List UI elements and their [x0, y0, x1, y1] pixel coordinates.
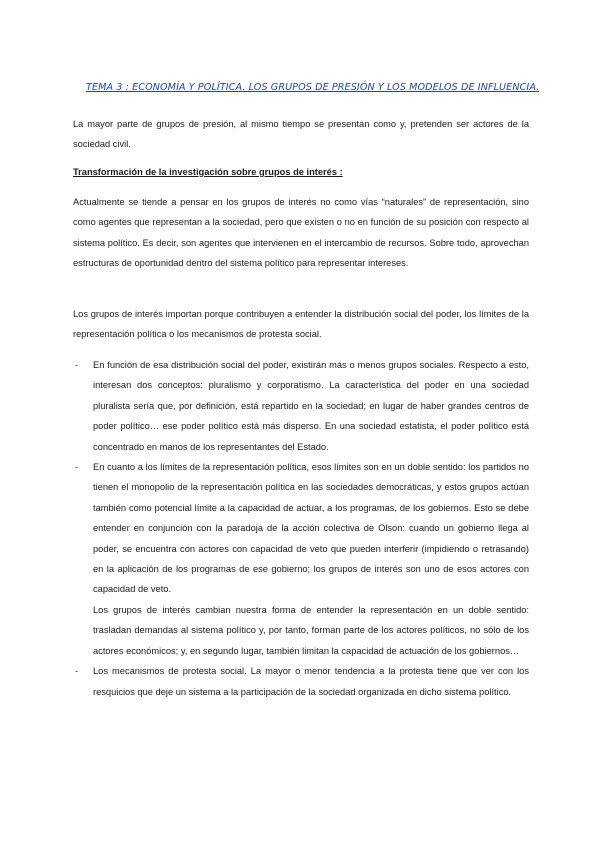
document-title: TEMA 3 : ECONOMÍA Y POLÍTICA. LOS GRUPOS DE PRESIÓN Y LOS MODELOS DE INFLUENCIA. — [86, 82, 540, 93]
paragraph-2: Los grupos de interés importan porque contribuyen a entender la distribución social del poder, los límites de la representación política o los mecanismos de protesta social. — [73, 309, 529, 340]
list-item — [73, 661, 529, 702]
list-item-text: En cuanto a los límites de la representación política, esos límites son en un doble sentido: los partidos no tienen el monopolio de la representación política en las sociedades democráticas, y estos grupos actúan también como potencial límite a la capacidad de actuar, a los programas, de los gobiernos. Esto se debe entender en conjunción con la paradoja de la acción colectiva de Olson: cuando un gobierno llega al poder, se encuentra con actores con capacidad de veto que pueden interferir (impidiendo o retrasando) en la aplicación de los programas de ese gobierno; los grupos de interés son uno de esos actores con capacidad de veto. — [93, 462, 529, 595]
list-item — [73, 355, 529, 457]
bullet-marker: - — [75, 462, 79, 473]
paragraph-1: Actualmente se tiende a pensar en los grupos de interés no como vías “naturales” de representación, sino como agentes que representan a la sociedad, pero que existen o no en función de su posición con respecto al sistema político. Es decir, son agentes que intervienen en el intercambio de recursos. Sobre todo, aprovechan estructuras de oportunidad dentro del sistema político para representar intereses. — [73, 197, 529, 269]
list-item-continuation: Los grupos de interés cambian nuestra forma de entender la representación en un doble sentido: trasladan demandas al sistema político y, por tanto, forman parte de los actores políticos, no sólo de los actores económicos; y, en segundo lugar, también limitan la capacidad de actuación de los gobiernos… — [93, 604, 529, 656]
section-heading: Transformación de la investigación sobre grupos de interés : — [73, 167, 343, 177]
bullet-list — [73, 355, 529, 702]
list-item-text: Los mecanismos de protesta social. La mayor o menor tendencia a la protesta tiene que ver con los resquicios que deje un sistema a la participación de la sociedad organizada en dicho sistema político. — [93, 666, 529, 697]
bullet-marker: - — [75, 360, 79, 370]
list-item — [73, 457, 529, 661]
list-item-text: En función de esa distribución social del poder, existirán más o menos grupos sociales. Respecto a esto, interesan dos conceptos: pluralismo y corporatismo. La característica del poder en una sociedad pluralista sería que, por definición, está repartido en la sociedad; en lugar de haber grandes centros de poder político… ese poder político está más disperso. En una sociedad estatista, el poder político está concentrado en manos de los representantes del Estado. — [93, 360, 529, 452]
bullet-marker: - — [75, 666, 79, 677]
intro-paragraph: La mayor parte de grupos de presión, al mismo tiempo se presentan como y, pretenden ser actores de la sociedad civil. — [73, 119, 529, 150]
